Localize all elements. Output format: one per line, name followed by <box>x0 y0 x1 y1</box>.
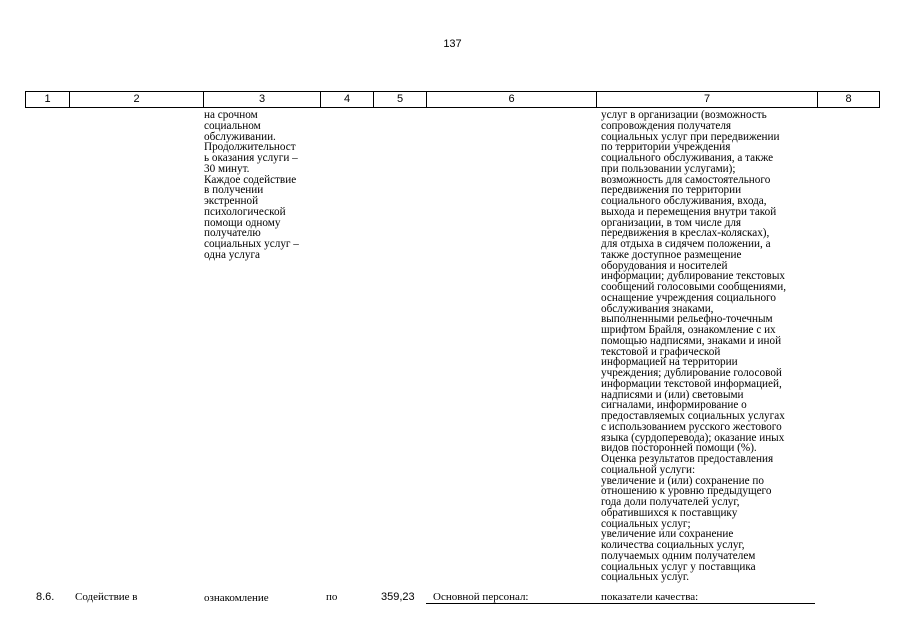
header-col-7: 7 <box>597 92 818 107</box>
text-line: оснащение учреждения социального <box>601 291 776 304</box>
table-header-row <box>25 91 880 108</box>
text-line: текстовой и графической <box>601 345 721 358</box>
text-line: языка (сурдоперевода); оказание иных <box>601 431 785 444</box>
text-line: по территории учреждения <box>601 141 731 154</box>
text-line: сообщений голосовыми сообщениями, <box>601 281 787 293</box>
text-line: социальном <box>204 119 261 132</box>
text-line: с использованием русского жестового <box>601 420 782 433</box>
text-line: выхода и перемещения внутри такой <box>601 205 777 218</box>
text-line: учреждения; дублирование голосовой <box>601 367 782 379</box>
text-line: в получении <box>204 184 264 197</box>
text-line: обратившихся к поставщику <box>601 506 738 519</box>
text-line: организации, в том числе для <box>601 216 742 229</box>
text-line: предоставляемых социальных услугах <box>601 410 785 422</box>
quality-label: показатели качества: <box>601 591 699 603</box>
text-line: ь оказания услуги – <box>204 152 298 164</box>
service-name: Содействие в <box>75 591 138 603</box>
row-number: 8.6. <box>36 591 55 603</box>
text-line: передвижения в креслах-колясках), <box>601 227 770 240</box>
text-line: передвижения по территории <box>601 184 742 197</box>
header-col-3: 3 <box>204 92 321 107</box>
staff-label: Основной персонал: <box>433 591 529 603</box>
text-line: Каждое содействие <box>204 173 297 186</box>
row-divider <box>426 603 815 604</box>
text-line: Оценка результатов предоставления <box>601 453 774 465</box>
text-line: услуг в организации (возможность <box>601 109 767 121</box>
text-line: получаемых одним получателем <box>601 549 756 562</box>
text-line: количества социальных услуг, <box>601 539 745 551</box>
text-line: социального обслуживания, входа, <box>601 195 767 207</box>
text-line: года доли получателей услуг, <box>601 496 740 508</box>
service-description: ознакомление <box>204 592 269 604</box>
text-line: одна услуга <box>204 248 261 261</box>
page-number: 137 <box>443 38 462 50</box>
text-line: обслуживания знаками, <box>601 302 714 315</box>
unit-cell: по <box>326 591 338 603</box>
text-line: возможность для самостоятельного <box>601 173 771 186</box>
text-line: информации текстовой информацией, <box>601 377 782 390</box>
text-line: 30 минут. <box>204 162 250 175</box>
text-line: помощи одному <box>204 216 281 229</box>
text-line: информацией на территории <box>601 356 738 369</box>
text-line: социальных услуг при передвижении <box>601 130 780 143</box>
text-line: шрифтом Брайля, ознакомление с их <box>601 324 776 336</box>
text-line: помощью надписями, знаками и иной <box>601 334 782 347</box>
service-description-text <box>204 110 299 261</box>
text-line: надписями и (или) световыми <box>601 388 744 401</box>
text-line: психологической <box>204 205 286 218</box>
text-line: социального обслуживания, а также <box>601 152 774 164</box>
text-line: также доступное размещение <box>601 248 742 261</box>
text-line: увеличение или сохранение <box>601 528 734 541</box>
text-line: Продолжительност <box>204 141 296 154</box>
header-col-2: 2 <box>70 92 204 107</box>
text-line: информации; дублирование текстовых <box>601 270 785 283</box>
text-line: социальных услуг у поставщика <box>601 560 756 573</box>
text-line: социальной услуги: <box>601 463 696 476</box>
header-col-8: 8 <box>845 93 852 105</box>
text-line: сигналами, информирование о <box>601 399 747 412</box>
text-line: отношению к уровню предыдущего <box>601 485 772 498</box>
tariff-value: 359,23 <box>381 591 415 603</box>
text-line: обслуживании. <box>204 130 276 143</box>
text-line: социальных услуг; <box>601 517 691 530</box>
text-line: экстренной <box>204 195 259 207</box>
header-col-6: 6 <box>427 92 597 107</box>
text-line: социальных услуг – <box>204 238 299 250</box>
header-col-1: 1 <box>26 92 70 107</box>
text-line: на срочном <box>204 109 258 121</box>
header-col-5: 5 <box>374 92 427 107</box>
header-col-4: 4 <box>321 92 374 107</box>
text-line: выполненными рельефно-точечным <box>601 313 773 326</box>
quality-indicators-text <box>601 110 786 583</box>
text-line: социальных услуг. <box>601 571 690 584</box>
text-line: оборудования и носителей <box>601 259 728 272</box>
text-line: получателю <box>204 227 261 240</box>
text-line: при пользовании услугами); <box>601 162 736 175</box>
text-line: видов посторонней помощи (%). <box>601 442 757 455</box>
text-line: увеличение и (или) сохранение по <box>601 474 764 487</box>
text-line: для отдыха в сидячем положении, а <box>601 238 771 250</box>
text-line: сопровождения получателя <box>601 119 732 132</box>
